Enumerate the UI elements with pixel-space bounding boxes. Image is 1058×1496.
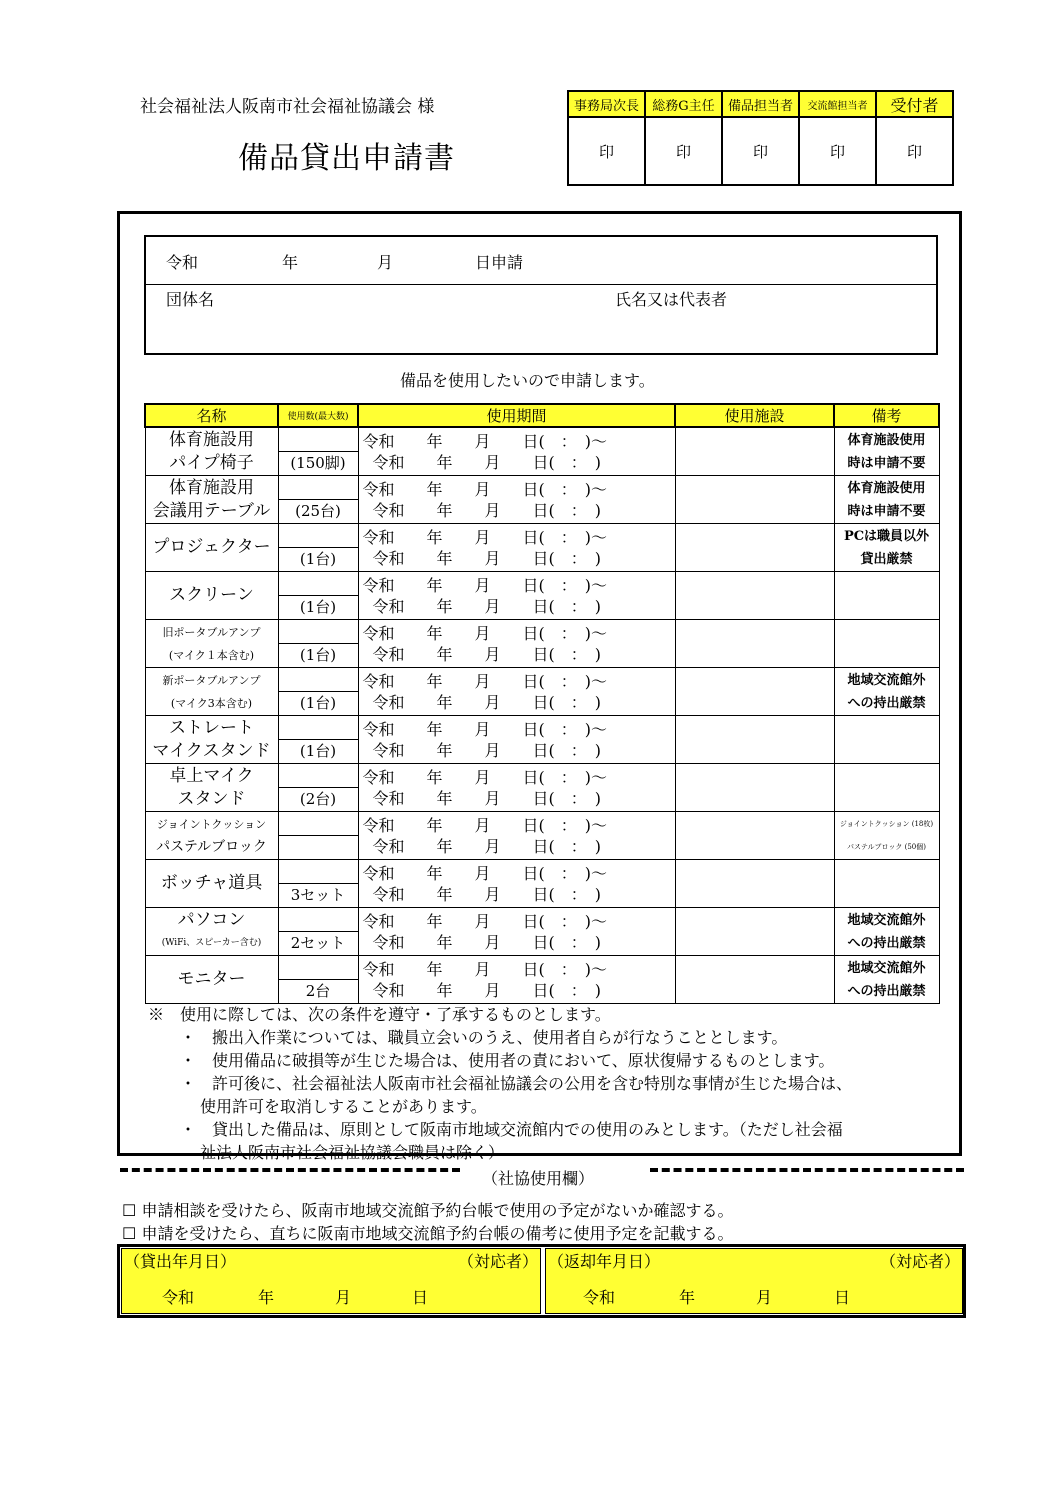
max-quantity: 2台 <box>305 982 331 1000</box>
bullet: ・ <box>180 1028 197 1047</box>
remark: への持出厳禁 <box>847 983 926 999</box>
period-field[interactable]: 令和 年 月 日( ： )～ 令和 年 月 日( ： ) <box>358 620 675 668</box>
facility-field[interactable] <box>675 476 834 524</box>
item-name: 体育施設用 <box>169 477 254 498</box>
facility-field[interactable] <box>675 764 834 812</box>
table-row <box>145 908 939 956</box>
facility-field[interactable] <box>675 956 834 1004</box>
quantity-input[interactable] <box>279 476 358 500</box>
remark: 時は申請不要 <box>847 503 926 519</box>
quantity-input[interactable] <box>279 908 358 932</box>
condition-item: 使用許可を取消しすることがあります。 <box>200 1097 487 1116</box>
apply-day: 日申請 <box>475 253 524 272</box>
max-quantity: (1台) <box>299 646 337 664</box>
period-field[interactable]: 令和 年 月 日( ： )～ 令和 年 月 日( ： ) <box>358 476 675 524</box>
col-header-remarks: 備考 <box>834 404 939 427</box>
intro-text: 備品を使用したいので申請します。 <box>400 371 655 390</box>
equipment-table <box>144 403 940 1004</box>
quantity-input[interactable] <box>279 860 358 884</box>
item-name: ボッチャ道具 <box>160 873 263 893</box>
stamp-header-exchange-hall: 交流館担当者 <box>799 91 876 117</box>
seal-box[interactable]: 印 <box>876 117 953 185</box>
facility-field[interactable] <box>675 908 834 956</box>
item-name: 新ポータブルアンプ <box>162 673 261 687</box>
lend-date-label: （貸出年月日） <box>124 1252 237 1271</box>
period-field[interactable]: 令和 年 月 日( ： )～ 令和 年 月 日( ： ) <box>358 716 675 764</box>
max-quantity: (1台) <box>299 694 337 712</box>
table-row <box>145 956 939 1004</box>
item-name-sub: (マイク１本含む) <box>168 648 255 662</box>
apply-month: 月 <box>377 253 394 272</box>
quantity-input[interactable] <box>279 428 358 452</box>
facility-field[interactable] <box>675 812 834 860</box>
table-row <box>145 764 939 812</box>
remark: 貸出厳禁 <box>860 551 913 567</box>
remark: 地域交流館外 <box>847 960 926 976</box>
col-header-period: 使用期間 <box>358 404 675 427</box>
seal-box[interactable]: 印 <box>645 117 722 185</box>
item-name: ストレート <box>169 717 254 738</box>
col-header-name: 名称 <box>145 404 278 427</box>
note-mark: ※ <box>148 1005 165 1024</box>
facility-field[interactable] <box>675 668 834 716</box>
apply-era: 令和 <box>166 253 199 272</box>
period-field[interactable]: 令和 年 月 日( ： )～ 令和 年 月 日( ： ) <box>358 572 675 620</box>
applicant-box <box>144 235 938 355</box>
col-header-quantity: 使用数(最大数) <box>278 404 358 427</box>
condition-item: 貸出した備品は、原則として阪南市地域交流館内での使用のみとします。（ただし社会福 <box>212 1120 843 1139</box>
quantity-input[interactable] <box>279 764 358 788</box>
period-field[interactable]: 令和 年 月 日( ： )～ 令和 年 月 日( ： ) <box>358 427 675 476</box>
conditions-lead: 使用に際しては、次の条件を遵守・了承するものとします。 <box>180 1005 611 1024</box>
checklist-item: ☐ 申請を受けたら、直ちに阪南市地域交流館予約台帳の備考に使用予定を記載する。 <box>122 1224 734 1243</box>
condition-item: 祉法人阪南市社会福祉協議会職員は除く） <box>200 1143 505 1162</box>
condition-item: 搬出入作業については、職員立会いのうえ、使用者自らが行なうこととします。 <box>212 1028 788 1047</box>
addressee: 社会福祉法人阪南市社会福祉協議会 様 <box>140 97 435 117</box>
max-quantity: 2セット <box>290 934 346 952</box>
checkbox-icon[interactable]: ☐ <box>122 1201 137 1220</box>
table-row <box>145 860 939 908</box>
group-name-label: 団体名 <box>166 290 215 309</box>
remark: ジョイントクッション (18枚) <box>839 819 934 828</box>
max-quantity: 3セット <box>290 886 346 904</box>
condition-item: 使用備品に破損等が生じた場合は、使用者の責において、原状復帰するものとします。 <box>212 1051 835 1070</box>
item-name-sub: マイクスタンド <box>152 740 271 761</box>
handler-label: （対応者） <box>879 1252 960 1271</box>
condition-item: 許可後に、社会福祉法人阪南市社会福祉協議会の公用を含む特別な事情が生じた場合は、 <box>212 1074 853 1093</box>
apply-year: 年 <box>282 253 299 272</box>
max-quantity: (150脚) <box>290 454 346 472</box>
period-field[interactable]: 令和 年 月 日( ： )～ 令和 年 月 日( ： ) <box>358 524 675 572</box>
representative-label: 氏名又は代表者 <box>615 290 728 309</box>
col-header-facility: 使用施設 <box>675 404 834 427</box>
table-row <box>145 572 939 620</box>
max-quantity <box>279 836 358 859</box>
item-name-sub: 会議用テーブル <box>152 500 271 521</box>
lend-date-field[interactable]: （貸出年月日） （対応者） 令和 年 月 日 <box>121 1248 541 1314</box>
bullet: ・ <box>180 1120 197 1139</box>
stamp-header-receptionist: 受付者 <box>876 91 953 117</box>
remark: PCは職員以外 <box>843 528 930 544</box>
quantity-input[interactable] <box>279 524 358 548</box>
item-name: 体育施設用 <box>169 429 254 450</box>
quantity-input[interactable] <box>279 620 358 644</box>
item-name: ジョイントクッション <box>156 817 267 831</box>
item-name: プロジェクター <box>152 537 271 557</box>
remark: 体育施設使用 <box>847 480 926 496</box>
seal-box[interactable]: 印 <box>722 117 799 185</box>
table-row <box>145 620 939 668</box>
staff-section-title: （社協使用欄） <box>482 1169 595 1188</box>
return-date-label: （返却年月日） <box>548 1252 661 1271</box>
remark: 時は申請不要 <box>847 455 926 471</box>
remark: 体育施設使用 <box>847 432 926 448</box>
seal-box[interactable]: 印 <box>568 117 645 185</box>
item-name: パソコン <box>177 909 246 930</box>
period-field[interactable]: 令和 年 月 日( ： )～ 令和 年 月 日( ： ) <box>358 860 675 908</box>
table-row <box>145 668 939 716</box>
lend-return-box <box>117 1244 966 1318</box>
divider <box>120 1168 460 1172</box>
remark: 地域交流館外 <box>847 912 926 928</box>
period-field[interactable]: 令和 年 月 日( ： )～ 令和 年 月 日( ： ) <box>358 764 675 812</box>
item-name: 旧ポータブルアンプ <box>162 625 261 639</box>
conditions <box>148 1003 852 1164</box>
max-quantity: (1台) <box>299 742 337 760</box>
max-quantity: (1台) <box>299 550 337 568</box>
remark: パステルブロック (50個) <box>847 842 926 851</box>
table-row <box>145 812 939 860</box>
checkbox-icon[interactable]: ☐ <box>122 1224 137 1243</box>
facility-field[interactable] <box>675 427 834 476</box>
remark: 地域交流館外 <box>847 672 926 688</box>
table-row <box>145 427 939 476</box>
table-row <box>145 716 939 764</box>
period-field[interactable]: 令和 年 月 日( ： )～ 令和 年 月 日( ： ) <box>358 668 675 716</box>
max-quantity: (25台) <box>295 502 341 520</box>
item-name: 卓上マイク <box>169 765 254 786</box>
facility-field[interactable] <box>675 860 834 908</box>
item-name-sub: スタンド <box>177 788 246 809</box>
seal-box[interactable]: 印 <box>799 117 876 185</box>
item-name-sub: (WiFi、スピーカー含む) <box>161 937 262 948</box>
stamp-header-general-affairs: 総務G主任 <box>645 91 722 117</box>
max-quantity: (2台) <box>299 790 337 808</box>
facility-field[interactable] <box>675 620 834 668</box>
table-row <box>145 524 939 572</box>
period-field[interactable]: 令和 年 月 日( ： )～ 令和 年 月 日( ： ) <box>358 908 675 956</box>
bullet: ・ <box>180 1051 197 1070</box>
period-field[interactable]: 令和 年 月 日( ： )～ 令和 年 月 日( ： ) <box>358 956 675 1004</box>
item-name-sub: パイプ椅子 <box>169 452 254 473</box>
stamp-header-equipment: 備品担当者 <box>722 91 799 117</box>
stamp-header-deputy-director: 事務局次長 <box>568 91 645 117</box>
divider <box>146 284 936 285</box>
approval-stamp-table <box>567 90 954 186</box>
facility-field[interactable] <box>675 524 834 572</box>
period-field[interactable]: 令和 年 月 日( ： )～ 令和 年 月 日( ： ) <box>358 812 675 860</box>
facility-field[interactable] <box>675 716 834 764</box>
handler-label: （対応者） <box>457 1252 538 1271</box>
item-name: スクリーン <box>169 585 254 605</box>
return-date-field[interactable]: （返却年月日） （対応者） 令和 年 月 日 <box>545 1248 963 1314</box>
table-row <box>145 476 939 524</box>
divider <box>650 1168 964 1172</box>
quantity-input[interactable] <box>279 812 358 836</box>
quantity-input[interactable] <box>279 956 358 980</box>
item-name: モニター <box>177 969 246 989</box>
checklist-item: ☐ 申請相談を受けたら、阪南市地域交流館予約台帳で使用の予定がないか確認する。 <box>122 1201 734 1220</box>
remark: への持出厳禁 <box>847 935 926 951</box>
bullet: ・ <box>180 1074 197 1093</box>
document-title: 備品貸出申請書 <box>238 141 455 176</box>
facility-field[interactable] <box>675 572 834 620</box>
quantity-input[interactable] <box>279 668 358 692</box>
item-name-sub: (マイク3本含む) <box>170 696 253 710</box>
max-quantity: (1台) <box>299 598 337 616</box>
quantity-input[interactable] <box>279 716 358 740</box>
item-name-sub: パステルブロック <box>156 838 267 855</box>
quantity-input[interactable] <box>279 572 358 596</box>
remark: への持出厳禁 <box>847 695 926 711</box>
